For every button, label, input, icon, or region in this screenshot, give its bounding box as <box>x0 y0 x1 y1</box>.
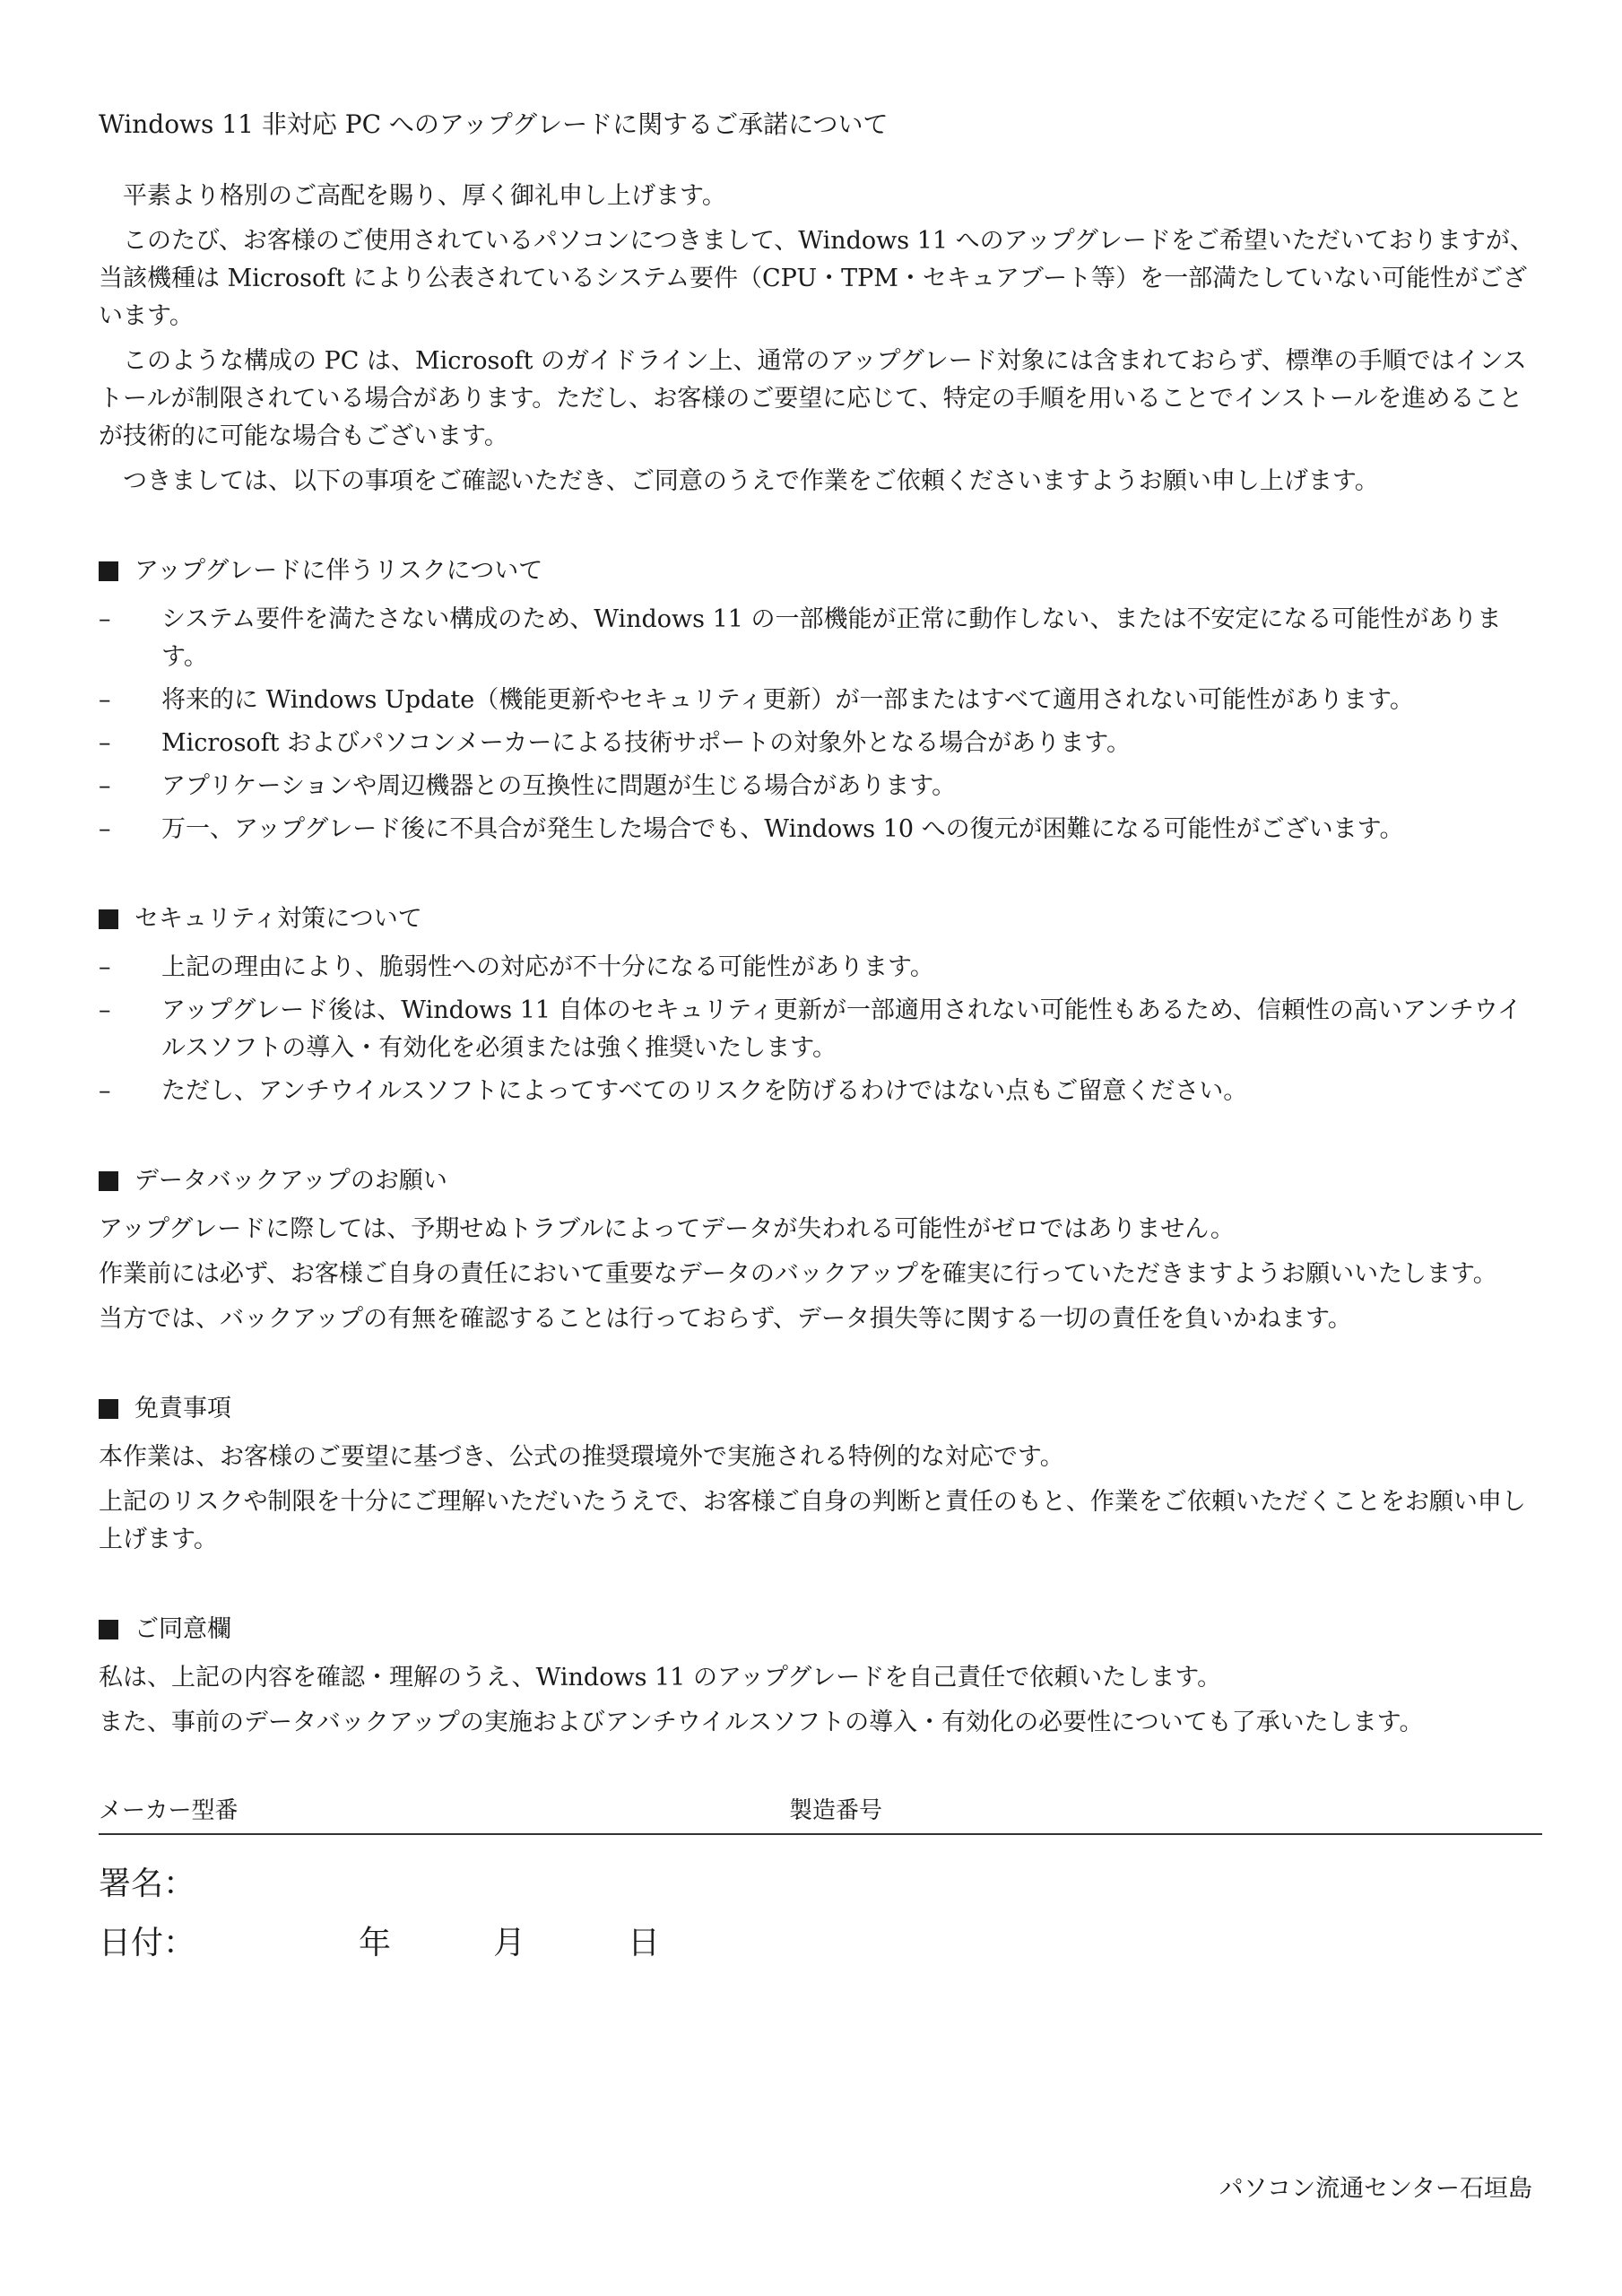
intro-paragraph: つきましては、以下の事項をご確認いただき、ご同意のうえで作業をご依頼くださいますようお願い申し上げます。 <box>123 467 1379 495</box>
list-item <box>99 601 1542 676</box>
section-consent <box>99 1611 1542 1742</box>
backup-paragraph: 作業前には必ず、お客様ご自身の責任において重要なデータのバックアップを確実に行っていただきますようお願いいたします。 <box>99 1260 1497 1288</box>
section-backup <box>99 1162 1542 1338</box>
list-item <box>99 811 1542 848</box>
document-title: Windows 11 非対応 PC へのアップグレードに関するご承諾について <box>99 109 889 139</box>
section-heading-text: ご同意欄 <box>134 1615 231 1643</box>
intro-paragraph: このたび、お客様のご使用されているパソコンにつきまして、Windows 11 へのアップグレードをご希望いただいておりますが、当該機種は Microsoft により公表されているシステム要件（CPU・TPM・セキュアブート等）を一部満たしていない可能性がございます。 <box>99 227 1534 330</box>
list-item-text: 将来的に Windows Update（機能更新やセキュリティ更新）が一部またはすべて適用されない可能性があります。 <box>161 686 1414 714</box>
date-month-label: 月 <box>493 1925 526 1961</box>
consent-paragraph: また、事前のデータバックアップの実施およびアンチウイルスソフトの導入・有効化の必要性についても了承いたします。 <box>99 1709 1424 1736</box>
dash-icon: – <box>99 996 111 1024</box>
date-day-label: 日 <box>628 1925 661 1961</box>
list-item <box>99 682 1542 719</box>
list-item-text: システム要件を満たさない構成のため、Windows 11 の一部機能が正常に動作しない、または不安定になる可能性があります。 <box>161 605 1502 671</box>
intro-paragraph: 平素より格別のご高配を賜り、厚く御礼申し上げます。 <box>123 182 726 210</box>
list-item-text: 上記の理由により、脆弱性への対応が不十分になる可能性があります。 <box>161 953 934 981</box>
section-heading <box>99 552 1542 590</box>
dash-icon: – <box>99 772 111 800</box>
date-year-label: 年 <box>359 1925 392 1961</box>
section-heading <box>99 1162 1542 1200</box>
date-field[interactable] <box>99 1919 1542 1968</box>
square-bullet-icon <box>99 1171 118 1191</box>
square-bullet-icon <box>99 1399 118 1419</box>
section-disclaimer <box>99 1390 1542 1559</box>
dash-icon: – <box>99 1077 111 1105</box>
disclaimer-paragraph: 本作業は、お客様のご要望に基づき、公式の推奨環境外で実施される特例的な対応です。 <box>99 1443 1064 1471</box>
disclaimer-paragraph: 上記のリスクや制限を十分にご理解いただいたうえで、お客様ご自身の判断と責任のもと、作業をご依頼いただくことをお願い申し上げます。 <box>99 1488 1526 1553</box>
consent-paragraph: 私は、上記の内容を確認・理解のうえ、Windows 11 のアップグレードを自己責任で依頼いたします。 <box>99 1664 1222 1692</box>
signature-label: 署名： <box>99 1866 196 1902</box>
list-item <box>99 992 1542 1067</box>
date-label: 日付： <box>99 1925 196 1961</box>
section-heading-text: 免責事項 <box>134 1395 231 1422</box>
device-fields <box>99 1792 1542 1835</box>
section-heading-text: アップグレードに伴うリスクについて <box>134 557 543 585</box>
list-item-text: アプリケーションや周辺機器との互換性に問題が生じる場合があります。 <box>161 772 957 800</box>
section-heading <box>99 1390 1542 1428</box>
section-risk <box>99 552 1542 848</box>
list-item <box>99 725 1542 762</box>
intro-paragraph: このような構成の PC は、Microsoft のガイドライン上、通常のアップグレード対象には含まれておらず、標準の手順ではインストールが制限されている場合があります。ただし、お客様のご要望に応じて、特定の手順を用いることでインストールを進めることが技術的に可能な場合もございます。 <box>99 347 1527 450</box>
dash-icon: – <box>99 605 111 633</box>
section-heading <box>99 900 1542 938</box>
intro <box>99 178 1542 500</box>
square-bullet-icon <box>99 909 118 929</box>
dash-icon: – <box>99 729 111 757</box>
list-item-text: アップグレード後は、Windows 11 自体のセキュリティ更新が一部適用されない可能性もあるため、信頼性の高いアンチウイルスソフトの導入・有効化を必須または強く推奨いたします。 <box>161 996 1522 1062</box>
list-item <box>99 1073 1542 1110</box>
dash-icon: – <box>99 686 111 714</box>
consent-document <box>99 106 1542 1968</box>
section-heading-text: データバックアップのお願い <box>134 1167 447 1195</box>
signature-field[interactable] <box>99 1860 1542 1909</box>
serial-number-field[interactable]: 製造番号 <box>789 1797 883 1824</box>
backup-paragraph: 当方では、バックアップの有無を確認することは行っておらず、データ損失等に関する一切の責任を負いかねます。 <box>99 1305 1352 1333</box>
risk-list <box>99 601 1542 848</box>
organization-name: パソコン流通センター石垣島 <box>1219 2175 1532 2203</box>
backup-paragraph: アップグレードに際しては、予期せぬトラブルによってデータが失われる可能性がゼロではありません。 <box>99 1215 1235 1243</box>
dash-icon: – <box>99 953 111 981</box>
dash-icon: – <box>99 815 111 843</box>
list-item <box>99 949 1542 987</box>
square-bullet-icon <box>99 1620 118 1639</box>
maker-model-field[interactable]: メーカー型番 <box>99 1797 239 1824</box>
list-item-text: ただし、アンチウイルスソフトによってすべてのリスクを防げるわけではない点もご留意ください。 <box>161 1077 1248 1105</box>
section-security <box>99 900 1542 1110</box>
list-item-text: 万一、アップグレード後に不具合が発生した場合でも、Windows 10 への復元が困難になる可能性がございます。 <box>161 815 1404 843</box>
list-item <box>99 768 1542 805</box>
security-list <box>99 949 1542 1110</box>
section-heading-text: セキュリティ対策について <box>134 905 422 933</box>
section-heading <box>99 1611 1542 1648</box>
square-bullet-icon <box>99 561 118 581</box>
list-item-text: Microsoft およびパソコンメーカーによる技術サポートの対象外となる場合があります。 <box>161 729 1132 757</box>
